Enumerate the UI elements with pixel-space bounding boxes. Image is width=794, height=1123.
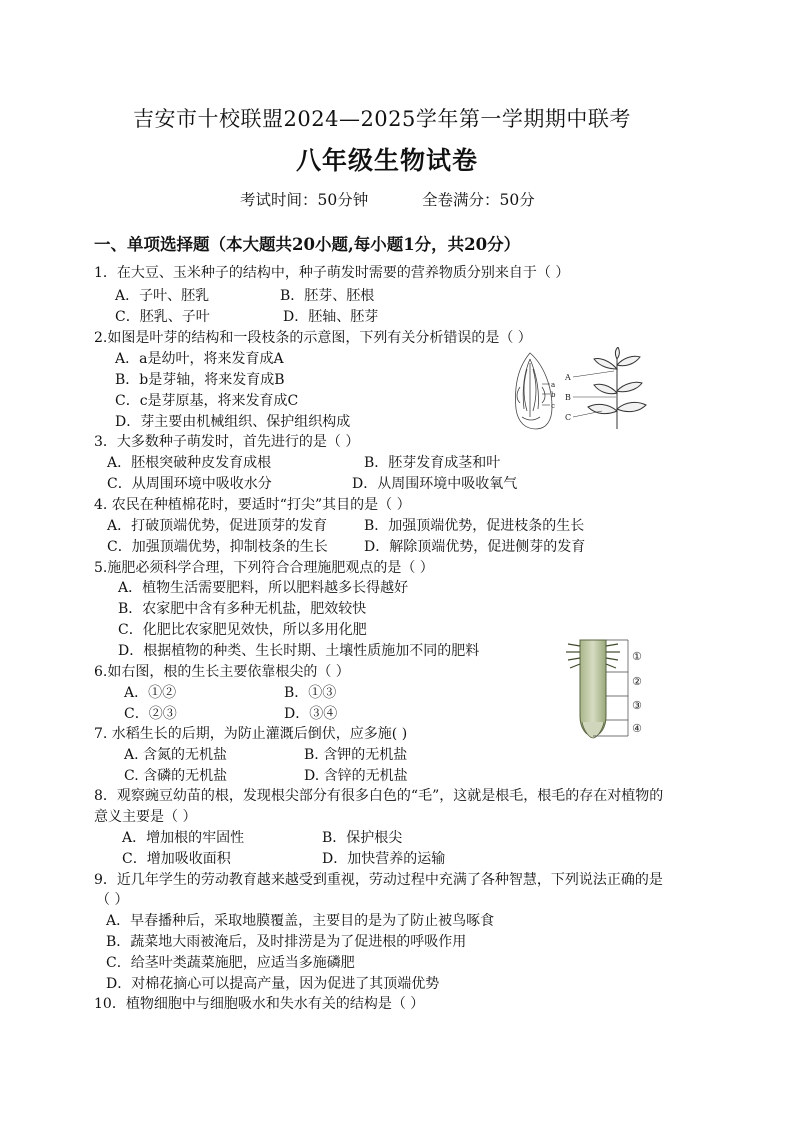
question-5-option-a: A．植物生活需要肥料，所以肥料越多长得越好 <box>118 580 409 596</box>
question-3-option-b: B．胚芽发育成茎和叶 <box>364 455 501 471</box>
question-3-option-a: A．胚根突破种皮发育成根 <box>107 455 272 471</box>
question-1-option-b: B．胚芽、胚根 <box>280 288 375 304</box>
question-8-stem-line-2: 意义主要是（ ） <box>94 809 197 825</box>
question-8-option-c: C．增加吸收面积 <box>122 851 231 867</box>
question-5-option-d: D．根据植物的种类、生长时期、土壤性质施加不同的肥料 <box>118 643 480 659</box>
leaf-bud-diagram <box>516 353 552 429</box>
full-score: 全卷满分：50分 <box>422 191 535 209</box>
branch-diagram <box>588 347 646 429</box>
question-8-option-d: D．加快营养的运输 <box>322 851 446 867</box>
question-1-option-d: D．胚轴、胚芽 <box>283 309 379 325</box>
question-9-option-a: A．早春播种后，采取地膜覆盖，主要目的是为了防止被鸟啄食 <box>106 913 495 929</box>
question-6-option-a: A．①② <box>124 685 177 701</box>
question-5-option-c: C．化肥比农家肥见效快，所以多用化肥 <box>118 622 367 638</box>
section-heading: 一、单项选择题（本大题共20小题,每小题1分，共20分） <box>94 235 521 254</box>
question-7-option-a: A. 含氮的无机盐 <box>124 747 228 763</box>
question-8-option-a: A．增加根的牢固性 <box>122 830 245 846</box>
question-1-option-c: C．胚乳、子叶 <box>115 309 210 325</box>
root-label-1: ① <box>632 650 642 663</box>
question-2-option-a: A．a是幼叶，将来发育成A <box>115 351 284 367</box>
question-6-option-c: C．②③ <box>124 706 177 722</box>
bud-label-c: c <box>551 402 555 410</box>
question-7-option-b: B. 含钾的无机盐 <box>304 747 408 763</box>
bud-and-branch-figure <box>500 347 654 431</box>
question-3-option-c: C．从周围环境中吸收水分 <box>107 476 272 492</box>
paper-subtitle: 八年级生物试卷 <box>296 146 479 175</box>
question-9-option-d: D．对棉花摘心可以提高产量，因为促进了其顶端优势 <box>106 976 440 992</box>
exam-title: 吉安市十校联盟2024—2025学年第一学期期中联考 <box>133 107 631 131</box>
question-9-option-b: B．蔬菜地大雨被淹后，及时排涝是为了促进根的呼吸作用 <box>106 934 467 950</box>
question-10-stem: 10．植物细胞中与细胞吸水和失水有关的结构是（ ） <box>94 996 425 1012</box>
question-2-stem: 2.如图是叶芽的结构和一段枝条的示意图，下列有关分析错误的是（ ） <box>94 330 532 346</box>
root-label-3: ③ <box>632 699 642 712</box>
question-6-option-b: B．①③ <box>284 685 337 701</box>
question-2-option-b: B．b是芽轴，将来发育成B <box>115 372 285 388</box>
question-2-option-c: C．c是芽原基，将来发育成C <box>115 393 299 409</box>
branch-label-c: C <box>565 413 572 422</box>
question-7-option-c: C. 含磷的无机盐 <box>124 768 228 784</box>
branch-label-b: B <box>565 393 571 402</box>
question-8-stem-line-1: 8．观察豌豆幼苗的根，发现根尖部分有很多白色的“毛”，这就是根毛，根毛的存在对植物的 <box>94 788 664 804</box>
bud-label-b: b <box>551 391 556 399</box>
branch-label-a: A <box>565 373 571 382</box>
question-2-option-d: D．芽主要由机械组织、保护组织构成 <box>115 414 351 430</box>
question-5-option-b: B．农家肥中含有多种无机盐，肥效较快 <box>118 601 367 617</box>
question-6-option-d: D．③④ <box>284 706 338 722</box>
question-4-option-a: A．打破顶端优势，促进顶芽的发育 <box>107 518 328 534</box>
question-4-option-c: C．加强顶端优势，抑制枝条的生长 <box>107 539 328 555</box>
exam-time: 考试时间：50分钟 <box>240 191 369 209</box>
question-3-option-d: D．从周围环境中吸收氧气 <box>352 476 518 492</box>
root-label-4: ④ <box>632 722 642 735</box>
question-5-stem: 5.施肥必须科学合理，下列符合合理施肥观点的是（ ） <box>94 560 434 576</box>
question-1-stem: 1．在大豆、玉米种子的结构中，种子萌发时需要的营养物质分别来自于（ ） <box>94 265 570 281</box>
question-4-option-b: B．加强顶端优势，促进枝条的生长 <box>364 518 585 534</box>
root-label-2: ② <box>632 675 642 688</box>
question-8-option-b: B．保护根尖 <box>322 830 403 846</box>
question-3-stem: 3．大多数种子萌发时，首先进行的是（ ） <box>94 434 360 450</box>
question-1-option-a: A．子叶、胚乳 <box>115 288 210 304</box>
root-body <box>580 640 606 736</box>
question-4-stem: 4. 农民在种植棉花时，要适时“打尖”其目的是（ ） <box>94 497 411 513</box>
question-4-option-d: D．解除顶端优势，促进侧芽的发育 <box>364 539 586 555</box>
root-tip-figure <box>562 638 658 740</box>
bud-label-a: a <box>551 381 556 389</box>
question-7-stem: 7. 水稻生长的后期，为防止灌溉后倒伏，应多施( ) <box>94 726 408 742</box>
question-9-stem-line-2: （ ） <box>96 892 129 908</box>
question-9-stem-line-1: 9．近几年学生的劳动教育越来越受到重视，劳动过程中充满了各种智慧，下列说法正确的是 <box>94 872 663 888</box>
question-7-option-d: D. 含锌的无机盐 <box>304 768 408 784</box>
question-6-stem: 6.如右图，根的生长主要依靠根尖的（ ） <box>94 664 350 680</box>
question-9-option-c: C．给茎叶类蔬菜施肥，应适当多施磷肥 <box>106 955 355 971</box>
